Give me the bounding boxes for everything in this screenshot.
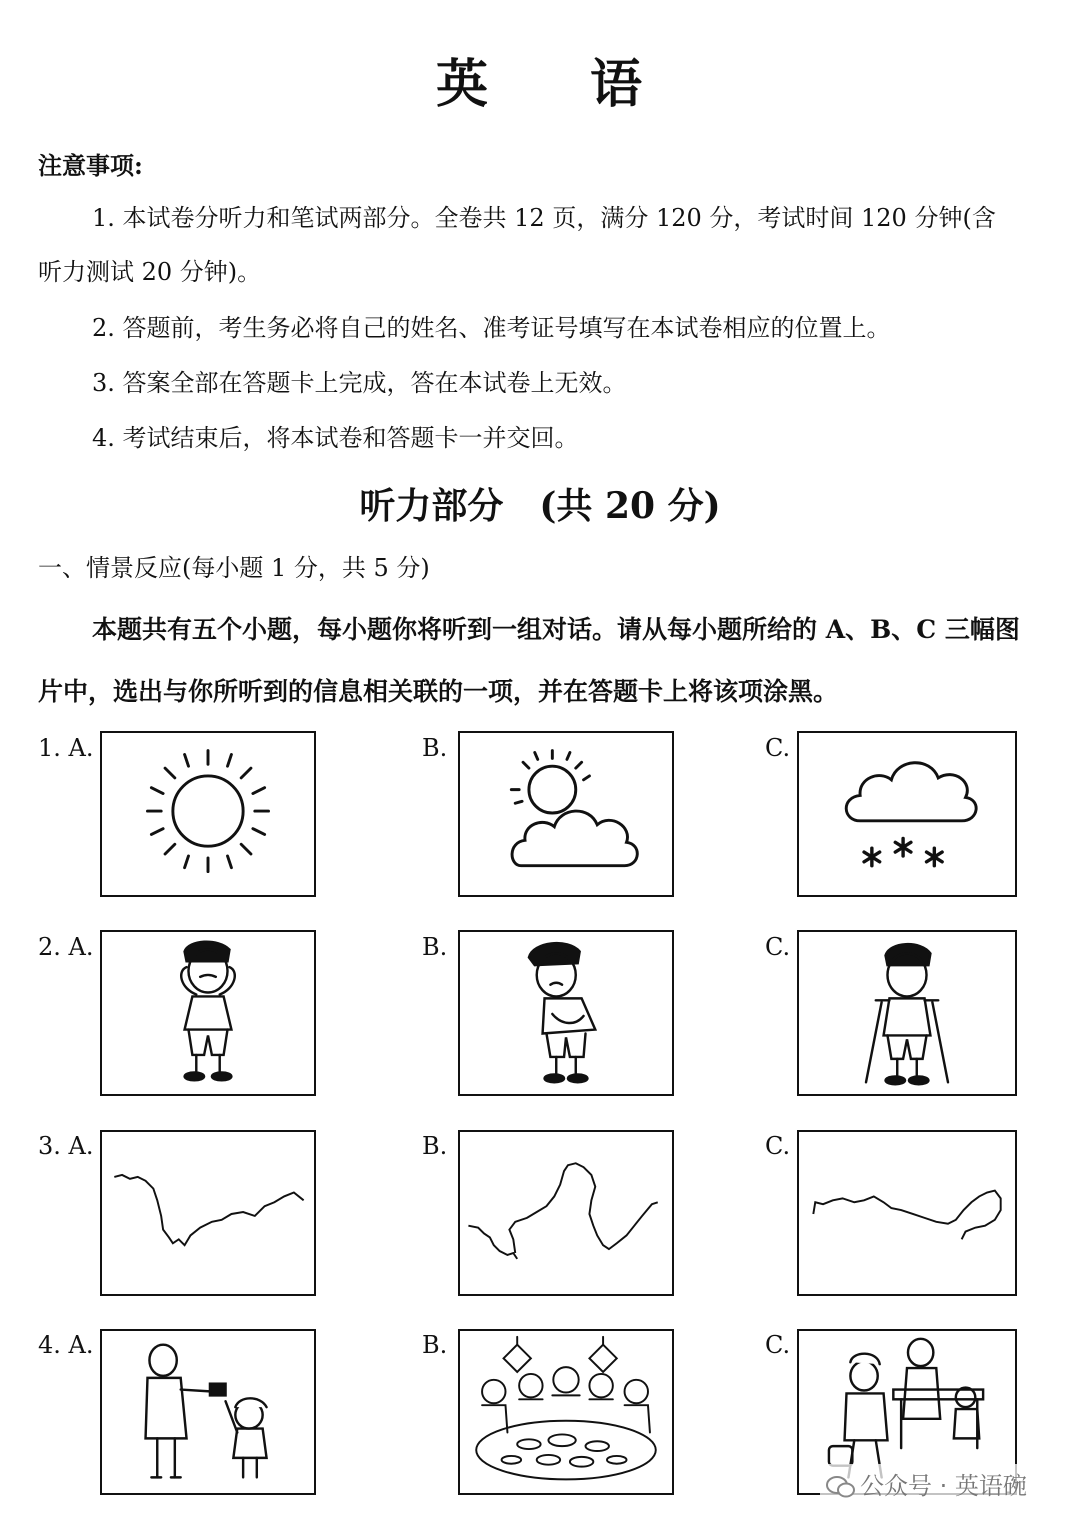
wechat-icon [826, 1476, 856, 1498]
question-1-option-b-picture [458, 731, 674, 897]
notice-item-3: 3. 答案全部在答题卡上完成，答在本试卷上无效。 [92, 369, 627, 397]
notice-item-1-cont: 听力测试 20 分钟)。 [38, 258, 262, 286]
question-3-option-b-picture [458, 1130, 674, 1296]
question-2-option-c-picture [797, 930, 1017, 1096]
sun-behind-cloud-icon [460, 733, 672, 895]
question-4-option-b-label: B. [422, 1331, 448, 1359]
notice-item-1: 1. 本试卷分听力和笔试两部分。全卷共 12 页，满分 120 分，考试时间 120 分钟(含 [92, 204, 996, 232]
boy-on-crutches-icon [799, 932, 1015, 1094]
question-1-option-c-picture [797, 731, 1017, 897]
river-map-c-icon [799, 1132, 1015, 1294]
giving-red-packet-icon [102, 1331, 314, 1493]
question-2-option-a-picture [100, 930, 316, 1096]
question-2-option-a-label: 2. A. [38, 933, 94, 961]
question-2-option-b-label: B. [422, 933, 448, 961]
boy-headache-icon [102, 932, 314, 1094]
question-3-option-a-picture [100, 1130, 316, 1296]
river-map-a-icon [102, 1132, 314, 1294]
question-4-option-b-picture [458, 1329, 674, 1495]
question-3-option-a-label: 3. A. [38, 1132, 94, 1160]
question-3-option-c-label: C. [765, 1132, 791, 1160]
part-heading: 一、情景反应(每小题 1 分，共 5 分) [38, 554, 430, 582]
question-3-option-b-label: B. [422, 1132, 448, 1160]
page-title: 英 语 [435, 54, 645, 115]
question-1-option-a-picture [100, 731, 316, 897]
family-dinner-icon [460, 1331, 672, 1493]
question-2-option-c-label: C. [765, 933, 791, 961]
notice-item-2: 2. 答题前，考生务必将自己的姓名、准考证号填写在本试卷相应的位置上。 [92, 314, 891, 342]
notice-item-4: 4. 考试结束后，将本试卷和答题卡一并交回。 [92, 424, 579, 452]
part-instructions-cont: 片中，选出与你所听到的信息相关联的一项，并在答题卡上将该项涂黑。 [38, 677, 839, 706]
sun-icon [102, 733, 314, 895]
boy-stomachache-icon [460, 932, 672, 1094]
question-1-option-b-label: B. [422, 734, 448, 762]
question-1-option-a-label: 1. A. [38, 734, 94, 762]
question-2-option-b-picture [458, 930, 674, 1096]
notice-heading: 注意事项: [38, 151, 143, 180]
question-3-option-c-picture [797, 1130, 1017, 1296]
river-map-b-icon [460, 1132, 672, 1294]
question-4-option-a-label: 4. A. [38, 1331, 94, 1359]
part-instructions: 本题共有五个小题，每小题你将听到一组对话。请从每小题所给的 A、B、C 三幅图 [92, 615, 1020, 644]
question-4-option-c-label: C. [765, 1331, 791, 1359]
watermark: 公众号 · 英语碗 [820, 1464, 1033, 1503]
section-title: 听力部分 (共 20 分) [359, 485, 721, 527]
question-1-option-c-label: C. [765, 734, 791, 762]
cloud-with-snow-icon [799, 733, 1015, 895]
question-4-option-a-picture [100, 1329, 316, 1495]
